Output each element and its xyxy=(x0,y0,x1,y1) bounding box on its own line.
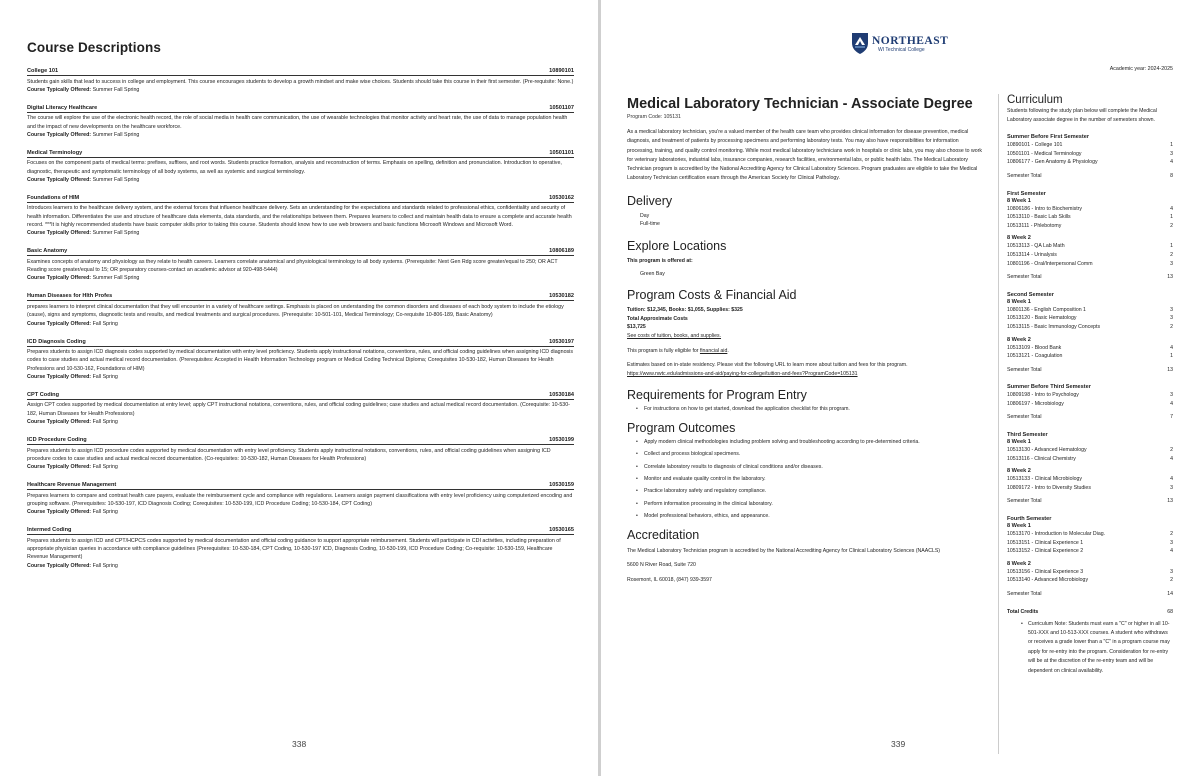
curriculum-course-name: 10890101 - College 101 xyxy=(1007,142,1063,149)
curriculum-course-name: 10513120 - Basic Hematology xyxy=(1007,315,1077,322)
curriculum-course-row xyxy=(1007,158,1173,167)
semester-total-value: 13 xyxy=(1167,366,1173,373)
course-description: Introduces learners to the healthcare delivery system, and the external forces that influence healthcare delivery. Sets an understanding for the expectations and standards related to professional ethics, confidentiality and security of health information. Differentiates the use and structure of healthcare data elements, data standards, and the relationships between them. Prepares learners to collect and maintain health data to ensure a complete and accurate health record. ***It is highly recommended students have basic computer skills prior to taking this course. Students should know how to use web browsers and basic functions Microsoft Windows and Microsoft Word. xyxy=(27,205,572,229)
semester-total-row xyxy=(1007,413,1173,422)
outcome-item: • Practice laboratory safety and regulatory compliance. xyxy=(636,485,985,497)
curriculum-course-row xyxy=(1007,222,1173,231)
curriculum-course-credits: 2 xyxy=(1170,251,1173,258)
week-block xyxy=(1007,337,1173,361)
course-offered-terms: Fall Spring xyxy=(92,373,118,380)
locations-heading: Explore Locations xyxy=(627,238,727,253)
course-header xyxy=(27,527,574,535)
curriculum-course-credits: 3 xyxy=(1170,150,1173,157)
curriculum-course-name: 10513110 - Basic Lab Skills xyxy=(1007,214,1071,221)
curriculum-course-credits: 4 xyxy=(1170,400,1173,407)
course-offered-label: Course Typically Offered: xyxy=(27,562,92,569)
course-description: prepares learners to interpret clinical documentation that they will encounter in a variety of healthcare settings. Emphasis is placed on understanding the common disorders and diseases of each body system to include the etiology (cause), signs and symptoms, diagnostic tests and results, and medical treatments and surgical procedures. (Prerequisite: 10-501-101, Medical Terminology; Co-requisite 10-806-189, Basic Anatomy) xyxy=(27,303,564,319)
week-block xyxy=(1007,141,1173,167)
semester-block xyxy=(1007,384,1173,422)
curriculum-course-row xyxy=(1007,547,1173,556)
semester-total-label: Semester Total xyxy=(1007,366,1042,373)
course-header xyxy=(27,437,574,445)
curriculum-course-name: 10513116 - Clinical Chemistry xyxy=(1007,455,1076,462)
course-header xyxy=(27,482,574,490)
week-title: 8 Week 1 xyxy=(1007,439,1031,446)
shield-logo-icon xyxy=(850,31,870,55)
semester-block xyxy=(1007,134,1173,180)
curriculum-course-name: 10801136 - English Composition 1 xyxy=(1007,306,1086,313)
requirements-item: • For instructions on how to get started, download the application checklist for this program. xyxy=(636,403,985,415)
curriculum-course-name: 10806197 - Microbiology xyxy=(1007,400,1064,407)
course-name: ICD Procedure Coding xyxy=(27,437,87,444)
course-offered xyxy=(27,176,574,184)
course-header xyxy=(27,339,574,347)
accreditation-address-2: Rosemont, IL 60018, (847) 939-3597 xyxy=(627,576,712,583)
curriculum-course-name: 10513121 - Coagulation xyxy=(1007,353,1063,360)
curriculum-course-row xyxy=(1007,242,1173,251)
total-costs-label: Total Approximate Costs xyxy=(627,315,688,322)
course-description: Prepares students to assign ICD and CPT/HCPCS codes supported by medical documentation and official coding guidance to support appropriate reimbursement. Students will participate in CDI activities, including preparation of appropriate physician queries in accordance with compliance guidelines (Prerequisites: 10-530-184, CPT Coding, 10-530-197 ICD, Diagnosis Coding, 10-530-199, ICD Procedure Coding; Co-requisite: 10-530-159, Healthcare Revenue Management) xyxy=(27,537,561,561)
course-description: Students gain skills that lead to success in college and employment. This course encourages students to develop a growth mindset and make wise choices. Students should take this course in their first semester. (Pre-requisite: None.) xyxy=(27,78,574,85)
course-offered-label: Course Typically Offered: xyxy=(27,275,92,282)
curriculum-course-credits: 1 xyxy=(1170,353,1173,360)
course-name: College 101 xyxy=(27,68,59,74)
total-credits-row xyxy=(1007,609,1173,615)
curriculum-course-row xyxy=(1007,251,1173,260)
requirements-list xyxy=(627,403,985,415)
tuition-url-link[interactable]: https://www.nwtc.edu/admissions-and-aid/paying-for-college/tuition-and-fees?ProgramCode=105131 xyxy=(627,370,858,377)
course-name: Basic Anatomy xyxy=(27,248,68,255)
curriculum-sidebar xyxy=(998,94,1173,754)
semester-total-row xyxy=(1007,273,1173,282)
curriculum-course-row xyxy=(1007,576,1173,585)
course-description: Assign CPT codes supported by medical documentation at entry level; apply CPT instructional notations, conventions, rules, and official coding guidelines; case studies and actual medical record documentation. (Corequisite: 10-530-182, Human Diseases for Health Professions) xyxy=(27,402,570,417)
course-description: Prepares students to assign ICD diagnosis codes supported by medical documentation with entry level proficiency. Students apply instructional notations, conventions, rules, and official coding guidelines when assigning ICD diagnosis codes to case studies and actual medical record documentation. (Prerequisites: Accepted in Health Information Technology program or Medical Coding Technical Diploma; Corequisites 10-530-182, Human Diseases for Health Professions and 10-530-162, Foundations of HIM) xyxy=(27,349,573,372)
course-offered-terms: Fall Spring xyxy=(92,320,118,327)
week-block xyxy=(1007,523,1173,556)
semester-list xyxy=(1007,134,1173,598)
week-title: 8 Week 1 xyxy=(1007,298,1031,305)
curriculum-course-row xyxy=(1007,260,1173,269)
course-offered-terms: Fall Spring xyxy=(92,464,118,471)
semester-total-value: 13 xyxy=(1167,274,1173,281)
delivery-heading: Delivery xyxy=(627,193,673,208)
curriculum-course-row xyxy=(1007,314,1173,323)
course-offered-label: Course Typically Offered: xyxy=(27,176,92,183)
week-title: 8 Week 1 xyxy=(1007,523,1031,530)
curriculum-course-credits: 2 xyxy=(1170,222,1173,229)
course-offered xyxy=(27,418,574,426)
semester-total-label: Semester Total xyxy=(1007,498,1042,505)
course-description: The course will explore the use of the electronic health record, the role of social media in health care communication, the use of wearable technologies that monitor activity and heart rate, the use of data to manage population health and the impact of new developments on the healthcare workforce. xyxy=(27,115,568,130)
curriculum-course-row xyxy=(1007,150,1173,159)
outcome-item: • Model professional behaviors, ethics, and appearance. xyxy=(636,510,985,522)
course-entry xyxy=(27,248,574,282)
academic-year: Academic year: 2024-2025 xyxy=(1109,66,1173,72)
semester-total-label: Semester Total xyxy=(1007,591,1042,597)
outcome-item: • Correlate laboratory results to diagnosis of clinical conditions and/or diseases. xyxy=(636,461,985,473)
course-offered-terms: Summer Fall Spring xyxy=(92,275,140,282)
week-block xyxy=(1007,561,1173,585)
course-name: Medical Terminology xyxy=(27,149,83,156)
week-block xyxy=(1007,235,1173,268)
page-number-left: 338 xyxy=(292,739,307,749)
curriculum-course-name: 10513151 - Clinical Experience 1 xyxy=(1007,539,1084,546)
curriculum-course-name: 10513130 - Advanced Hematology xyxy=(1007,447,1087,454)
curriculum-course-name: 10809198 - Intro to Psychology xyxy=(1007,392,1079,399)
course-offered-label: Course Typically Offered: xyxy=(27,509,92,516)
course-name: Foundations of HIM xyxy=(27,194,80,201)
curriculum-course-row xyxy=(1007,205,1173,214)
financial-aid-suffix: . xyxy=(727,347,729,354)
curriculum-course-credits: 3 xyxy=(1170,484,1173,491)
week-title: 8 Week 2 xyxy=(1007,468,1031,475)
right-page xyxy=(601,0,1200,776)
course-offered xyxy=(27,86,574,94)
course-offered-terms: Summer Fall Spring xyxy=(92,86,140,93)
course-offered-terms: Summer Fall Spring xyxy=(92,131,140,138)
curriculum-course-name: 10513113 - QA Lab Math xyxy=(1007,243,1065,250)
course-code: 10530182 xyxy=(549,293,574,300)
curriculum-course-name: 10806177 - Gen Anatomy & Physiology xyxy=(1007,159,1098,166)
curriculum-course-name: 10513156 - Clinical Experience 3 xyxy=(1007,568,1084,575)
curriculum-course-name: 10513140 - Advanced Microbiology xyxy=(1007,577,1089,584)
curriculum-course-credits: 3 xyxy=(1170,260,1173,267)
course-name: CPT Coding xyxy=(27,391,60,398)
curriculum-course-credits: 4 xyxy=(1170,476,1173,483)
curriculum-course-credits: 2 xyxy=(1170,531,1173,538)
course-list xyxy=(27,68,574,581)
week-block xyxy=(1007,439,1173,463)
semester-title: Second Semester xyxy=(1007,291,1054,298)
semester-title: Summer Before First Semester xyxy=(1007,134,1090,141)
course-code: 10501101 xyxy=(549,149,574,156)
course-name: ICD Diagnosis Coding xyxy=(27,338,86,345)
curriculum-course-name: 10513170 - Introduction to Molecular Diag. xyxy=(1007,531,1106,538)
semester-total-row xyxy=(1007,497,1173,506)
course-description: Focuses on the component parts of medical terms: prefixes, suffixes, and root words. Students practice formation, analysis and reconstruction of terms. Emphasis on spelling, definition and pronunciation. Introduction to operative, diagnostic, therapeutic and symptomatic terminology of all body systems, as well as systemic and surgical terminology. xyxy=(27,160,562,175)
semester-title: Fourth Semester xyxy=(1007,516,1052,523)
course-description: Prepares students to assign ICD procedure codes supported by medical documentation with entry level proficiency. Students apply instructional notations, conventions, rules, and official coding guidelines when assigning ICD procedure codes to case studies and actual medical record documentation. (Co-requisites: 10-530-182, Human Diseases for Health Professions) xyxy=(27,447,551,462)
course-offered-terms: Fall Spring xyxy=(92,509,118,516)
course-offered-label: Course Typically Offered: xyxy=(27,373,92,380)
course-offered xyxy=(27,508,574,516)
curriculum-course-row xyxy=(1007,446,1173,455)
course-code: 10530184 xyxy=(549,391,574,398)
see-costs-link[interactable]: See costs of tuition, books, and supplies. xyxy=(627,332,722,339)
curriculum-course-row xyxy=(1007,475,1173,484)
requirements-heading: Requirements for Program Entry xyxy=(627,388,807,403)
course-offered-terms: Summer Fall Spring xyxy=(92,230,140,237)
course-code: 10530197 xyxy=(549,338,574,345)
course-code: 10530165 xyxy=(549,527,574,534)
course-offered xyxy=(27,463,574,471)
program-title: Medical Laboratory Technician - Associate Degree xyxy=(627,96,973,112)
course-name: Digital Literacy Healthcare xyxy=(27,104,98,111)
course-code: 10530162 xyxy=(549,194,574,201)
outcome-item: • Collect and process biological specimens. xyxy=(636,448,985,460)
course-entry xyxy=(27,339,574,381)
total-credits-value: 68 xyxy=(1167,608,1173,615)
curriculum-course-name: 10513115 - Basic Immunology Concepts xyxy=(1007,323,1101,330)
logo-subtitle: WI Technical College xyxy=(878,47,925,53)
curriculum-course-name: 10513152 - Clinical Experience 2 xyxy=(1007,548,1084,555)
curriculum-course-credits: 1 xyxy=(1170,142,1173,149)
page-number-right: 339 xyxy=(891,739,906,749)
curriculum-course-name: 10801196 - Oral/Interpersonal Comm xyxy=(1007,260,1093,267)
course-entry xyxy=(27,392,574,426)
curriculum-course-credits: 2 xyxy=(1170,447,1173,454)
curriculum-course-credits: 1 xyxy=(1170,243,1173,250)
semester-total-label: Semester Total xyxy=(1007,172,1042,179)
course-header xyxy=(27,293,574,301)
course-offered-terms: Summer Fall Spring xyxy=(92,176,140,183)
program-code: Program Code: 105131 xyxy=(627,114,681,120)
curriculum-course-row xyxy=(1007,391,1173,400)
curriculum-course-name: 10513114 - Urinalysis xyxy=(1007,251,1057,258)
course-offered xyxy=(27,320,574,328)
curriculum-course-row xyxy=(1007,213,1173,222)
curriculum-course-credits: 3 xyxy=(1170,306,1173,313)
curriculum-course-row xyxy=(1007,400,1173,409)
semester-total-label: Semester Total xyxy=(1007,274,1042,281)
curriculum-course-credits: 4 xyxy=(1170,455,1173,462)
semester-title: Third Semester xyxy=(1007,432,1048,439)
course-offered-label: Course Typically Offered: xyxy=(27,464,92,471)
course-code: 10530159 xyxy=(549,482,574,489)
left-page xyxy=(0,0,598,776)
semester-block xyxy=(1007,516,1173,599)
curriculum-note-list xyxy=(1007,620,1173,676)
semester-total-row xyxy=(1007,172,1173,181)
curriculum-heading: Curriculum xyxy=(1007,94,1063,106)
financial-aid-line xyxy=(627,347,985,356)
course-entry xyxy=(27,195,574,237)
curriculum-course-row xyxy=(1007,141,1173,150)
curriculum-course-credits: 4 xyxy=(1170,205,1173,212)
curriculum-course-credits: 3 xyxy=(1170,568,1173,575)
curriculum-course-name: 10806186 - Intro to Biochemistry xyxy=(1007,205,1082,212)
week-title: 8 Week 2 xyxy=(1007,235,1031,242)
course-header xyxy=(27,105,574,113)
course-offered-label: Course Typically Offered: xyxy=(27,419,92,426)
curriculum-course-credits: 1 xyxy=(1170,214,1173,221)
course-offered-label: Course Typically Offered: xyxy=(27,230,92,237)
curriculum-course-credits: 2 xyxy=(1170,323,1173,330)
curriculum-course-name: 10513109 - Blood Bank xyxy=(1007,344,1062,351)
program-details xyxy=(627,95,985,584)
curriculum-course-credits: 2 xyxy=(1170,577,1173,584)
total-costs-value: $13,725 xyxy=(627,324,646,331)
semester-title: First Semester xyxy=(1007,190,1046,197)
course-entry xyxy=(27,105,574,139)
curriculum-course-row xyxy=(1007,568,1173,577)
curriculum-intro: Students following the study plan below will complete the Medical Laboratory associate degree in the number of semesters shown. xyxy=(1007,108,1157,123)
course-name: Healthcare Revenue Management xyxy=(27,482,117,489)
course-header xyxy=(27,248,574,256)
curriculum-course-credits: 4 xyxy=(1170,159,1173,166)
course-offered xyxy=(27,562,574,570)
semester-total-row xyxy=(1007,366,1173,375)
tuition-line: Tuition: $12,345, Books: $1,055, Supplies: $325 xyxy=(627,307,743,314)
week-title: 8 Week 1 xyxy=(1007,197,1031,204)
curriculum-course-credits: 4 xyxy=(1170,344,1173,351)
week-block xyxy=(1007,468,1173,492)
curriculum-course-credits: 3 xyxy=(1170,392,1173,399)
curriculum-course-row xyxy=(1007,352,1173,361)
semester-block xyxy=(1007,432,1173,506)
course-description: Prepares learners to compare and contrast health care payers, evaluate the reimbursement cycle and compliance with regulations. Learners assign payment classifications with entry level proficiency using computerized encoding and grouping software. (Prerequisites: 10-530-197, ICD Diagnosis Coding; Corequisites: 10-530-199, ICD Procedure Coding; 10-530-184, CPT Coding) xyxy=(27,492,573,507)
curriculum-course-row xyxy=(1007,323,1173,332)
course-code: 10806189 xyxy=(549,248,574,255)
course-header xyxy=(27,150,574,158)
curriculum-course-row xyxy=(1007,455,1173,464)
curriculum-course-credits: 4 xyxy=(1170,548,1173,555)
course-header xyxy=(27,392,574,400)
course-entry xyxy=(27,527,574,569)
course-offered xyxy=(27,131,574,139)
course-offered-terms: Fall Spring xyxy=(92,562,118,569)
accreditation-heading: Accreditation xyxy=(627,527,700,542)
estimate-note: Estimates based on in-state residency. Please visit the following URL to learn more about tuition and fees for this program. xyxy=(627,362,908,369)
course-entry xyxy=(27,68,574,94)
curriculum-course-row xyxy=(1007,344,1173,353)
curriculum-course-name: 10513111 - Phlebotomy xyxy=(1007,222,1062,229)
course-entry xyxy=(27,293,574,327)
locations-label: This program is offered at: xyxy=(627,257,693,264)
course-header xyxy=(27,68,574,76)
course-name: Human Diseases for Hlth Profes xyxy=(27,293,113,300)
curriculum-course-credits: 3 xyxy=(1170,315,1173,322)
outcome-item: • Perform information processing in the clinical laboratory. xyxy=(636,498,985,510)
semester-block xyxy=(1007,191,1173,282)
semester-block xyxy=(1007,292,1173,375)
total-credits-label: Total Credits xyxy=(1007,608,1039,615)
semester-total-row xyxy=(1007,590,1173,599)
course-description: Examines concepts of anatomy and physiology as they relate to health careers. Learners correlate anatomical and physiological terminology to all body systems. (Prerequisite: Next Gen Rdg score greater/equal to 250; OR ACT Reading score greater/equal to 15; OR preparatory courses-contact an academic advisor at 920-498-5444) xyxy=(27,258,558,274)
course-header xyxy=(27,195,574,203)
outcome-item: • Monitor and evaluate quality control in the laboratory. xyxy=(636,473,985,485)
course-name: Intermed Coding xyxy=(27,527,72,534)
curriculum-course-row xyxy=(1007,306,1173,315)
costs-heading: Program Costs & Financial Aid xyxy=(627,288,797,303)
course-entry xyxy=(27,150,574,184)
curriculum-course-name: 10809172 - Intro to Diversity Studies xyxy=(1007,484,1091,491)
curriculum-course-row xyxy=(1007,539,1173,548)
semester-total-label: Semester Total xyxy=(1007,414,1042,421)
curriculum-course-row xyxy=(1007,484,1173,493)
course-offered xyxy=(27,373,574,381)
course-offered-terms: Fall Spring xyxy=(92,419,118,426)
program-intro: As a medical laboratory technician, you're a valued member of the health care team who provides clinical information for disease prevention, medical diagnosis, and treatment of patients by processing specimens and performing laboratory tests. You may also have responsibilities for information processing, training, and quality control monitoring. While most medical laboratory technicians work in hospitals or clinic labs, you may also choose to work for veterinary laboratories, industrial labs, insurance companies, research facilities, environmental labs, or public health labs. The Medical Laboratory Technician program is accredited by the National Accrediting Agency for Clinical Laboratory Sciences. Program graduates are eligible to take the Medical Laboratory Technician certification exam through the American Society for Clinical Pathology. xyxy=(627,129,982,182)
delivery-full-time: Full-time xyxy=(640,221,660,228)
course-offered-label: Course Typically Offered: xyxy=(27,320,92,327)
curriculum-course-name: 10501101 - Medical Terminology xyxy=(1007,150,1082,157)
course-descriptions-heading: Course Descriptions xyxy=(27,40,161,55)
outcome-item: • Apply modern clinical methodologies including problem solving and troubleshooting according to pre-determined criteria. xyxy=(636,436,985,448)
course-offered-label: Course Typically Offered: xyxy=(27,86,92,93)
course-entry xyxy=(27,482,574,516)
week-block xyxy=(1007,299,1173,332)
course-code: 10501107 xyxy=(549,104,574,111)
course-offered xyxy=(27,229,574,237)
curriculum-course-credits: 3 xyxy=(1170,539,1173,546)
outcomes-list xyxy=(627,436,985,523)
semester-title: Summer Before Third Semester xyxy=(1007,384,1091,391)
semester-total-value: 7 xyxy=(1170,414,1173,421)
college-logo xyxy=(850,31,954,57)
semester-total-value: 13 xyxy=(1167,498,1173,505)
course-offered xyxy=(27,274,574,282)
delivery-day: Day xyxy=(640,212,650,219)
course-code: 10890101 xyxy=(549,68,574,74)
week-block xyxy=(1007,198,1173,231)
curriculum-course-name: 10513133 - Clinical Microbiology xyxy=(1007,476,1082,483)
week-title: 8 Week 2 xyxy=(1007,560,1031,567)
accreditation-address-1: 5600 N River Road, Suite 720 xyxy=(627,562,696,569)
course-code: 10530199 xyxy=(549,437,574,444)
accreditation-text: The Medical Laboratory Technician program is accredited by the National Accrediting Agency for Clinical Laboratory Sciences (NAACLS) xyxy=(627,547,941,554)
logo-name: NORTHEAST xyxy=(872,35,949,47)
week-title: 8 Week 2 xyxy=(1007,336,1031,343)
semester-total-value: 8 xyxy=(1170,172,1173,179)
semester-total-value: 14 xyxy=(1167,591,1173,597)
financial-aid-prefix: This program is fully eligible for xyxy=(627,347,699,354)
course-entry xyxy=(27,437,574,471)
week-block xyxy=(1007,391,1173,408)
curriculum-course-row xyxy=(1007,530,1173,539)
outcomes-heading: Program Outcomes xyxy=(627,420,736,435)
location-green-bay: Green Bay xyxy=(640,270,665,277)
course-offered-label: Course Typically Offered: xyxy=(27,131,92,138)
financial-aid-link[interactable]: financial aid xyxy=(699,347,728,354)
curriculum-note: • Curriculum Note: Students must earn a "C" or higher in all 10-501-XXX and 10-513-XXX courses. A student who withdraws or receives a grade lower than a "C" in a program course may apply for re-entry into the program. Consideration for re-entry will be at the discretion of the re-entry team and will be dependent on clinical availability. xyxy=(1021,620,1173,676)
